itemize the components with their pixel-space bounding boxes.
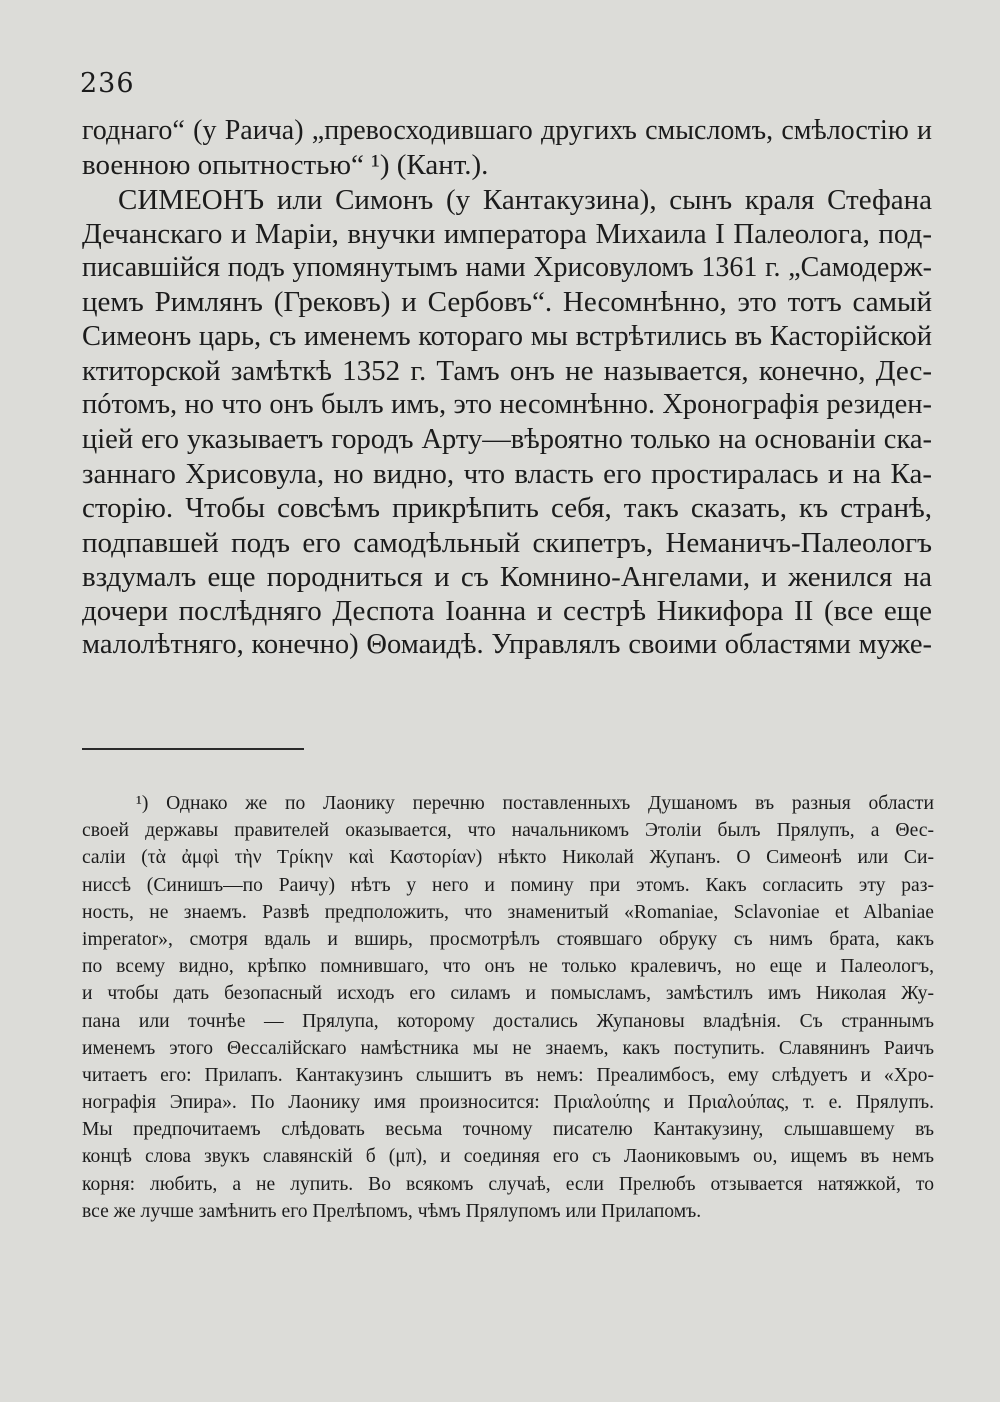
main-line: подпавшей подъ его самодѣльный скипетръ, Неманичъ-Палеологъ bbox=[82, 526, 932, 559]
footnote-line: imperator», смотря вдаль и вширь, просмотрѣлъ стоявшаго обруку съ нимъ брата, какъ bbox=[82, 928, 934, 950]
footnote-line: читаетъ его: Прилапъ. Кантакузинъ слышитъ въ немъ: Преалимбосъ, ему слѣдуетъ и «Хро- bbox=[82, 1064, 934, 1086]
main-line: писавшійся подъ упомянутымъ нами Хрисовуломъ 1361 г. „Самодерж- bbox=[82, 252, 932, 284]
footnote-line: и чтобы дать безопасный исходъ его силамъ и помысламъ, замѣстилъ имъ Николая Жу- bbox=[82, 983, 934, 1005]
main-line: малолѣтняго, конечно) Θомаидѣ. Управлялъ своими областями муже- bbox=[82, 629, 932, 661]
page-number: 236 bbox=[80, 68, 135, 99]
footnote-line: пана или точнѣе — Прялупа, которому достались Жупановы владѣнія. Съ страннымъ bbox=[82, 1010, 934, 1032]
main-line: заннаго Хрисовула, но видно, что власть его простиралась и на Ка- bbox=[82, 457, 932, 490]
main-line: пóтомъ, но что онъ былъ имъ, это несомнѣнно. Хронографія резиден- bbox=[82, 389, 932, 421]
footnote-line: нографія Эпира». По Лаонику имя произносится: Πριαλούπης и Πριαλούπας, т. е. Прялупъ. bbox=[82, 1092, 934, 1114]
main-line: дочери послѣдняго Деспота Іоанна и сестрѣ Никифора II (все еще bbox=[82, 595, 932, 628]
footnote-line: Мы предпочитаемъ слѣдовать весьма точному писателю Кантакузину, слышавшему въ bbox=[82, 1119, 934, 1141]
footnote-line: саліи (τὰ ἀμφὶ τὴν Τρίκην καὶ Καστορίαν) нѣкто Николай Жупанъ. О Симеонѣ или Си- bbox=[82, 847, 934, 869]
footnote-line: ниссѣ (Синишъ—по Раичу) нѣтъ у него и помину при этомъ. Какъ согласить эту раз- bbox=[82, 874, 934, 896]
main-line: Симеонъ царь, съ именемъ котораго мы встрѣтились въ Касторійской bbox=[82, 320, 932, 352]
footnote-divider bbox=[82, 748, 304, 750]
footnote-line: все же лучше замѣнить его Прелѣпомъ, чѣмъ Прялупомъ или Прилапомъ. bbox=[82, 1200, 702, 1222]
footnote-line: концѣ слова звукъ славянскій б (μπ), и соединяя его съ Лаониковымъ ου, ищемъ въ немъ bbox=[82, 1146, 934, 1168]
main-line: ціей его указываетъ городъ Арту—вѣроятно только на основаніи ска- bbox=[82, 423, 932, 455]
main-line: годнаго“ (у Раича) „превосходившаго другихъ смысломъ, смѣлостію и bbox=[82, 115, 932, 146]
main-line: сторію. Чтобы совсѣмъ прикрѣпить себя, такъ сказать, къ странѣ, bbox=[82, 492, 932, 525]
footnote-line: ность, не знаемъ. Развѣ предположить, что знаменитый «Romaniae, Sclavoniae et Albaniae bbox=[82, 901, 934, 923]
footnote-line: ¹) Однако же по Лаонику перечню поставленныхъ Душаномъ въ разныя области bbox=[136, 793, 934, 814]
main-line: ктиторской замѣткѣ 1352 г. Тамъ онъ не называется, конечно, Дес- bbox=[82, 355, 932, 388]
footnotes bbox=[82, 790, 934, 1225]
main-line: цемъ Римлянъ (Грековъ) и Сербовъ“. Несомнѣнно, это тотъ самый bbox=[82, 286, 932, 319]
main-line: вздумалъ еще породниться и съ Комнино-Ангелами, и женился на bbox=[82, 560, 932, 593]
main-line: военною опытностью“ ¹) (Кант.). bbox=[82, 149, 489, 182]
footnote-line: именемъ этого Θессалійскаго намѣстника мы не знаемъ, какъ поступить. Славянинъ Раичъ bbox=[82, 1037, 934, 1059]
main-line: Дечанскаго и Маріи, внучки императора Михаила I Палеолога, под- bbox=[82, 217, 932, 250]
footnote-line: своей державы правителей оказывается, что начальникомъ Этоліи былъ Прялупъ, а Θес- bbox=[82, 820, 934, 842]
footnote-line: по всему видно, крѣпко помнившаго, что онъ не только кралевичъ, но еще и Палеологъ, bbox=[82, 956, 934, 978]
main-line: СИМЕОНЪ или Симонъ (у Кантакузина), сынъ краля Стефана bbox=[118, 183, 932, 216]
footnote-line: корня: любить, а не лупить. Во всякомъ случаѣ, если Прелюбъ отзывается натяжкой, то bbox=[82, 1173, 934, 1195]
main-text bbox=[82, 114, 932, 663]
